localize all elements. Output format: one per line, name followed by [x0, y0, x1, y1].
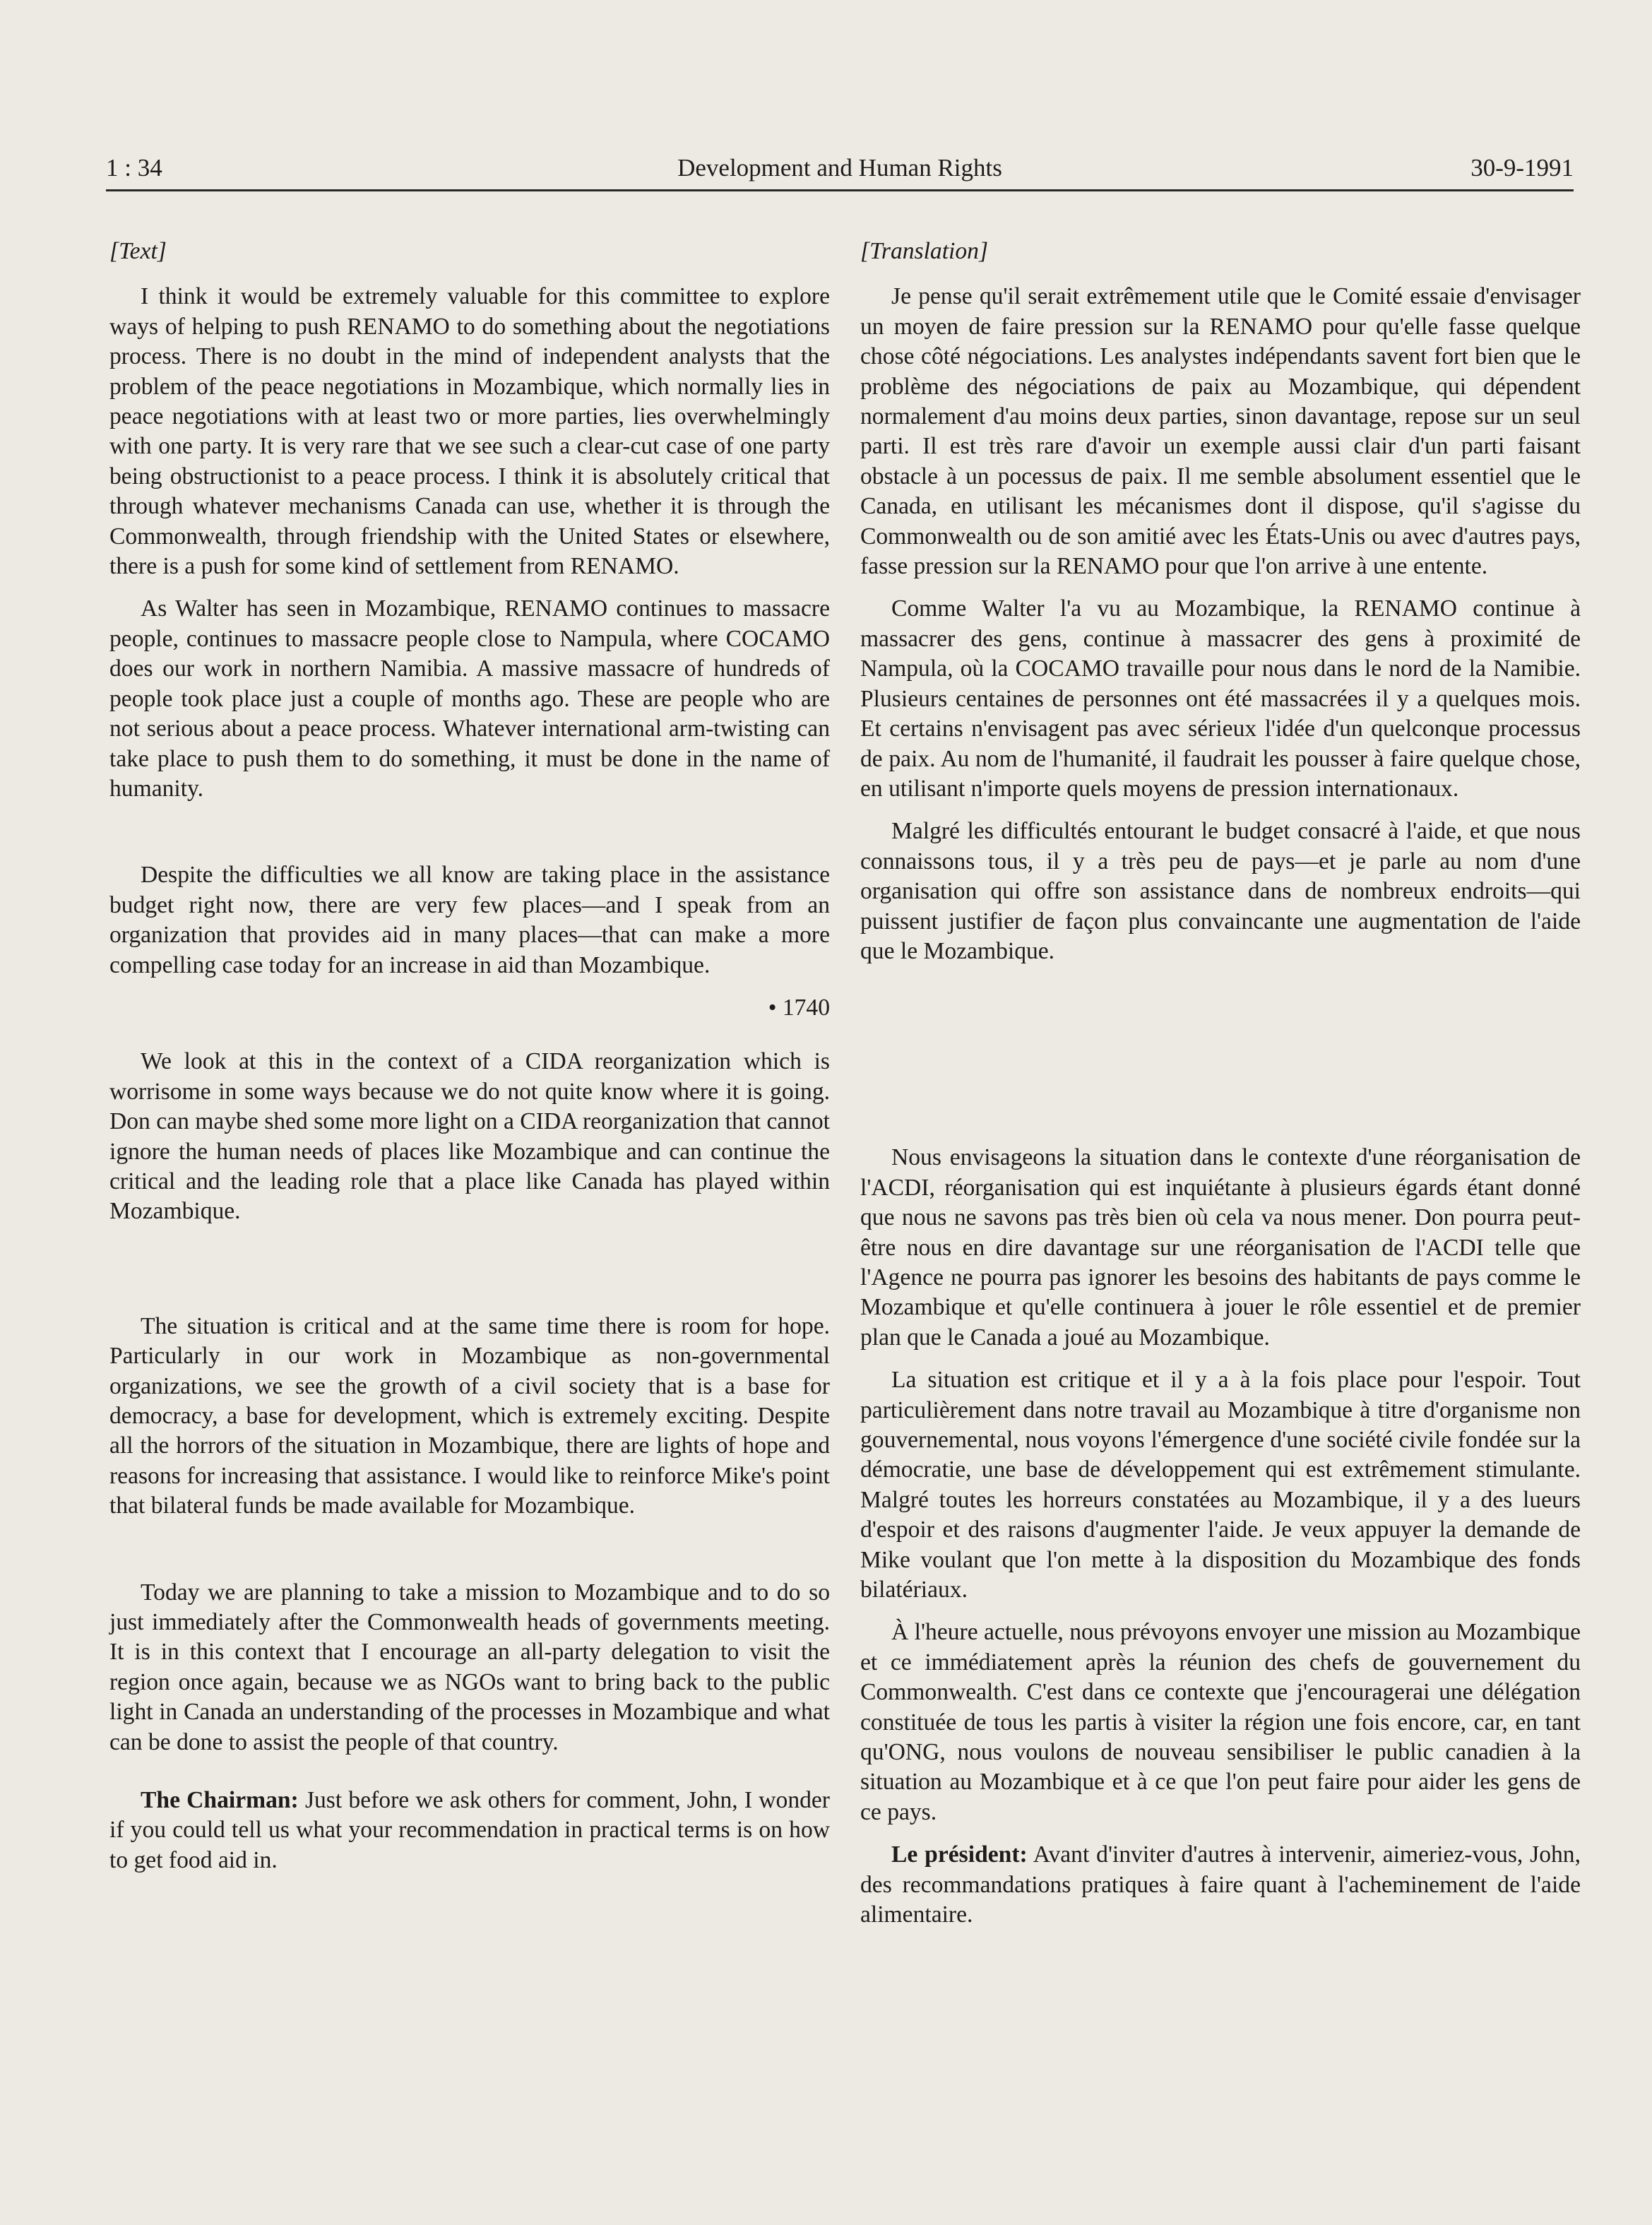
chairman-remark: Just before we ask others for comment, John, I wonder if you could tell us what your recommendation in practical terms is on how to get food aid in.	[109, 1787, 830, 1873]
french-paragraph-4: Nous envisageons la situation dans le contexte d'une réorganisation de l'ACDI, réorganisation qui est inquiétante à plusieurs égards étant donné que nous ne savons pas très bien où cela va nous mener. Don pourra peut-être nous en dire davantage sur une réorganisation de l'ACDI telle que l'Agence ne pourra pas ignorer les besoins des habitants de pays comme le Mozambique et qu'elle continuera à jouer le rôle essentiel et de premier plan que le Canada a joué au Mozambique.	[860, 1144, 1581, 1351]
english-chairman-paragraph	[109, 1786, 830, 1875]
french-paragraph-3: Malgré les difficultés entourant le budget consacré à l'aide, et que nous connaissons tous, il y a très peu de pays—et je parle au nom d'une organisation qui offre son assistance dans de nombreux endroits—qui puissent justifier de façon plus convaincante une augmentation de l'aide que le Mozambique.	[860, 818, 1581, 964]
english-paragraph-4: We look at this in the context of a CIDA reorganization which is worrisome in some ways because we do not quite know where it is going. Don can maybe shed some more light on a CIDA reorganization that cannot ignore the human needs of places like Mozambique and can continue the critical and the leading role that a place like Canada has played within Mozambique.	[109, 1048, 830, 1225]
english-paragraph-6: Today we are planning to take a mission to Mozambique and to do so just immediately after the Commonwealth heads of governments meeting. It is in this context that I encourage an all-party delegation to visit the region once again, because we as NGOs want to bring back to the public light in Canada an understanding of the processes in Mozambique and what can be done to assist the people of that country.	[109, 1579, 830, 1755]
header-rule	[106, 189, 1574, 191]
running-title: Development and Human Rights	[677, 154, 1002, 182]
chairman-remark: Avant d'inviter d'autres à intervenir, aimeriez-vous, John, des recommandations pratiques à faire quant à l'acheminement de l'aide alimentaire.	[860, 1841, 1581, 1928]
text-label: [Text]	[109, 238, 167, 264]
speaker-name: The Chairman:	[141, 1787, 299, 1814]
french-paragraph-1: Je pense qu'il serait extrêmement utile que le Comité essaie d'envisager un moyen de faire pression sur la RENAMO pour qu'elle fasse quelque chose côté négociations. Les analystes indépendants savent fort bien que le problème des négociations de paix au Mozambique, qui dépendent normalement d'au moins deux parties, sinon davantage, repose sur un seul parti. Il est très rare d'avoir un exemple aussi clair d'un parti faisant obstacle à un pocessus de paix. Il me semble absolument essentiel que le Canada, en utilisant les mécanismes dont il dispose, qu'il s'agisse du Commonwealth ou de son amitié avec les États-Unis ou avec d'autres pays, fasse pression sur la RENAMO pour que l'on arrive à une entente.	[860, 283, 1581, 580]
french-chairman-paragraph	[860, 1840, 1581, 1930]
french-paragraph-2: Comme Walter l'a vu au Mozambique, la RENAMO continue à massacrer des gens, continue à massacrer des gens à proximité de Nampula, où la COCAMO travaille pour nous dans le nord de la Namibie. Plusieurs centaines de personnes ont été massacrées il y a quelques mois. Et certains n'envisagent pas avec sérieux l'idée d'un quelconque processus de paix. Au nom de l'humanité, il faudrait les pousser à faire quelque chose, en utilisant n'importe quels moyens de pression internationaux.	[860, 595, 1581, 802]
english-column	[109, 237, 830, 1875]
french-paragraph-6: À l'heure actuelle, nous prévoyons envoyer une mission au Mozambique et ce immédiatement après la réunion des chefs de gouvernement du Commonwealth. C'est dans ce contexte que j'encouragerai une délégation constituée de tous les partis à visiter la région une fois encore, car, en tant qu'ONG, nous voulons de nouveau sensibiliser le public canadien à la situation au Mozambique et à ce que l'on peut faire pour aider les gens de ce pays.	[860, 1619, 1581, 1825]
page-number: 1 : 34	[106, 154, 162, 182]
english-paragraph-1: I think it would be extremely valuable for this committee to explore ways of helping to push RENAMO to do something about the negotiations process. There is no doubt in the mind of independent analysts that the problem of the peace negotiations in Mozambique, which normally lies in peace negotiations with at least two or more parties, lies overwhelmingly with one party. It is very rare that we see such a clear-cut case of one party being obstructionist to a peace process. I think it is absolutely critical that through whatever mechanisms Canada can use, whether it is through the Commonwealth, through friendship with the United States or elsewhere, there is a push for some kind of settlement from RENAMO.	[109, 283, 830, 580]
english-paragraph-3: Despite the difficulties we all know are taking place in the assistance budget right now, there are very few places—and I speak from an organization that provides aid in many places—that can make a more compelling case today for an increase in aid than Mozambique.	[109, 862, 830, 978]
translation-label: [Translation]	[860, 238, 989, 264]
french-paragraph-5: La situation est critique et il y a à la fois place pour l'espoir. Tout particulièrement dans notre travail au Mozambique à titre d'organisme non gouvernemental, nous voyons l'émergence d'une société civile fondée sur la démocratie, une base de développement qui est extrêmement stimulante. Malgré toutes les horreurs constatées au Mozambique, il y a des lueurs d'espoir et des raisons d'augmenter l'aide. Je veux appuyer la demande de Mike voulant que l'on mette à la disposition du Mozambique des fonds bilatériaux.	[860, 1367, 1581, 1603]
french-column	[860, 237, 1581, 1930]
english-paragraph-2: As Walter has seen in Mozambique, RENAMO continues to massacre people, continues to massacre people close to Nampula, where COCAMO does our work in northern Namibia. A massive massacre of hundreds of people took place just a couple of months ago. These are people who are not serious about a peace process. Whatever international arm-twisting can take place to push them to do something, it must be done in the name of humanity.	[109, 595, 830, 802]
speaker-name: Le président:	[891, 1841, 1028, 1868]
page-header	[106, 148, 1574, 191]
time-marker: • 1740	[768, 994, 830, 1021]
english-paragraph-5: The situation is critical and at the same time there is room for hope. Particularly in our work in Mozambique as non-governmental organizations, we see the growth of a civil society that is a base for democracy, a base for development, which is extremely exciting. Despite all the horrors of the situation in Mozambique, there are lights of hope and reasons for increasing that assistance. I would like to reinforce Mike's point that bilateral funds be made available for Mozambique.	[109, 1312, 830, 1519]
header-date: 30-9-1991	[1470, 154, 1574, 182]
